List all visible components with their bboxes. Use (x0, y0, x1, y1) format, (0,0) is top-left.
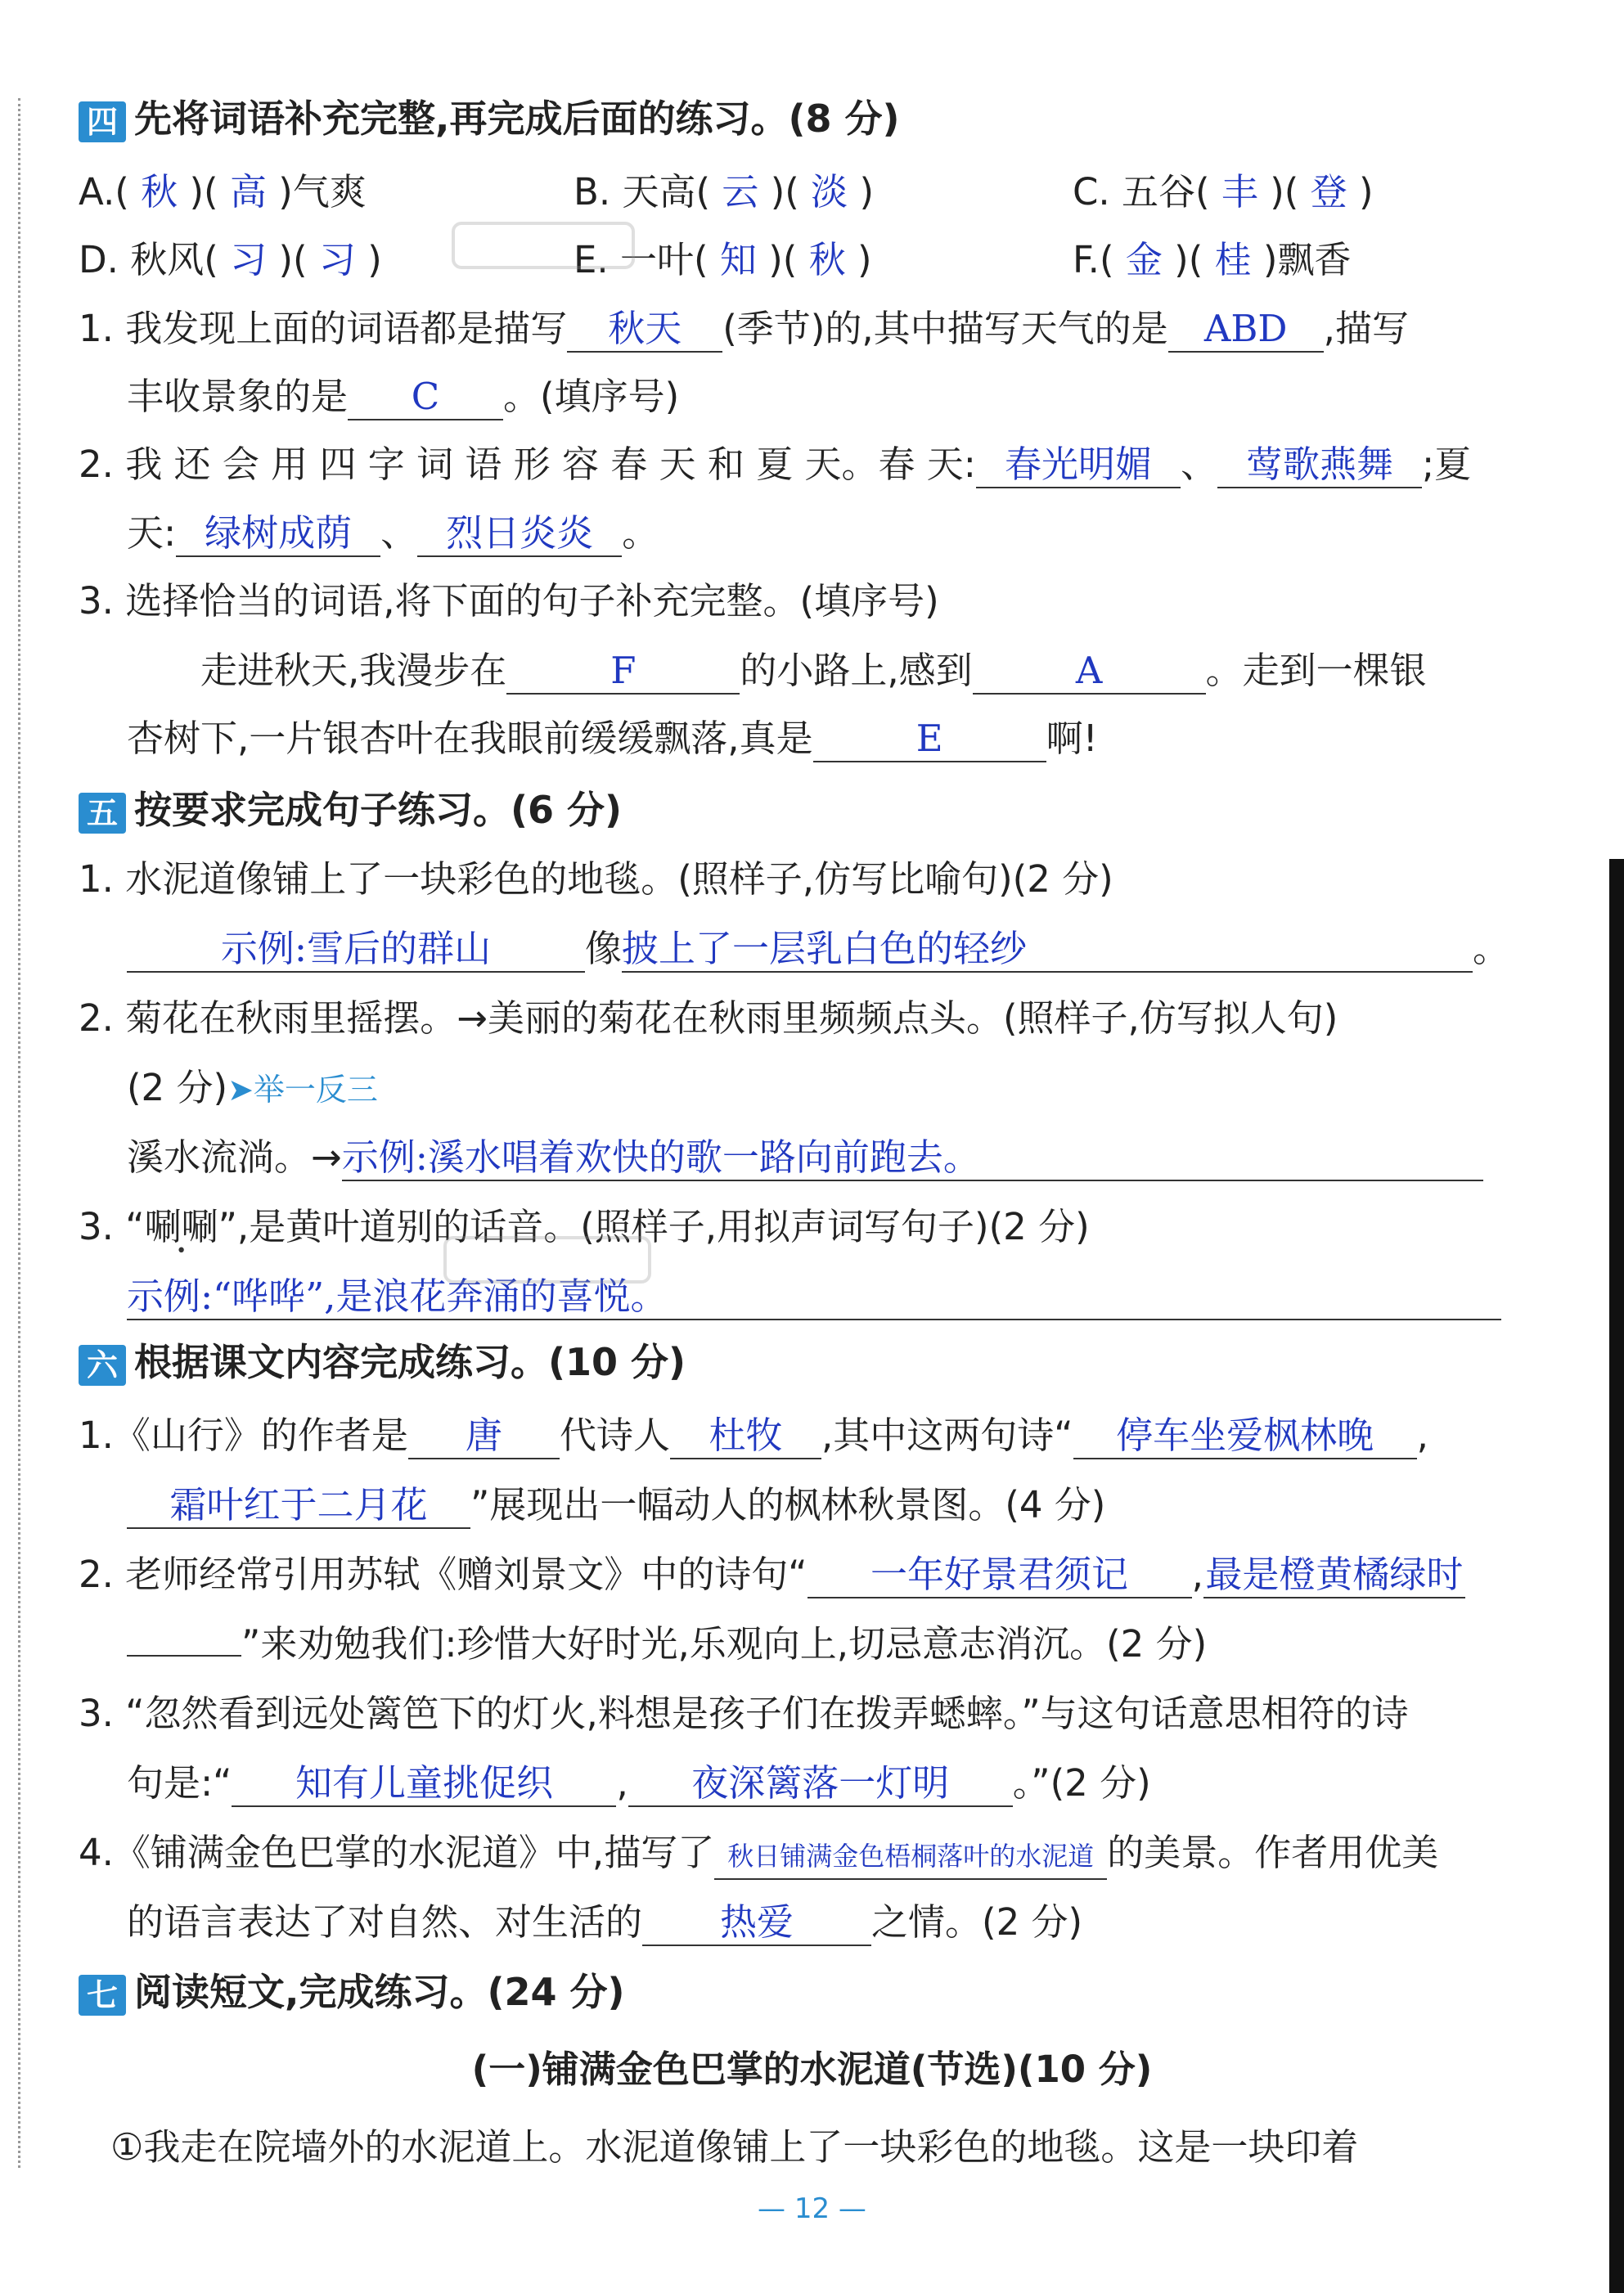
s4-q2-line2: 天: 绿树成荫 、 烈日炎炎 。 (127, 509, 1501, 558)
page-number: — 12 — (758, 2192, 866, 2225)
section-6-heading (79, 1338, 1501, 1387)
section-7-badge: 七 (79, 1975, 126, 2016)
s6-q3-line1: 3. “忽然看到远处篱笆下的灯火,料想是孩子们在拨弄蟋蟀。”与这句话意思相符的诗 (79, 1692, 1409, 1735)
s6-q4-line2: 的语言表达了对自然、对生活的 热爱 之情。(2 分) (127, 1898, 1501, 1947)
s6-q1-answer-dynasty: 唐 (408, 1414, 560, 1459)
s6-q4-answer-2: 热爱 (642, 1900, 871, 1946)
s4-q3-line2: 走进秋天,我漫步在 F 的小路上,感到 A 。走到一棵银 (200, 646, 1501, 695)
reading-paragraph-1: ①我走在院墙外的水泥道上。水泥道像铺上了一块彩色的地毯。这是一块印着 (110, 2125, 1359, 2169)
option-f: F.( 金 )( 桂 )飘香 (1073, 238, 1352, 281)
section-6-title: 根据课文内容完成练习。(10 分) (134, 1340, 686, 1384)
option-e: E. 一叶( 知 )( 秋 ) (574, 238, 872, 281)
section-4-heading (79, 94, 1501, 143)
s5-q1-answer-1: 示例:雪后的群山 (127, 927, 585, 973)
onomatopoeia-word: 唰唰 (144, 1205, 218, 1248)
section-7-title: 阅读短文,完成练习。(24 分) (134, 1970, 625, 2014)
s4-q2-answer-summer-2: 烈日炎炎 (417, 511, 622, 557)
s5-q3-answer: 示例:“哗哗”,是浪花奔涌的喜悦。 (127, 1275, 1501, 1320)
s4-q2-answer-spring-2: 莺歌燕舞 (1217, 443, 1422, 488)
s5-q2-line3: 溪水流淌。→示例:溪水唱着欢快的歌一路向前跑去。 (127, 1133, 1501, 1182)
s6-q4-line1: 4.《铺满金色巴掌的水泥道》中,描写了 秋日铺满金色梧桐落叶的水泥道 的美景。作者用优美 (79, 1828, 1501, 1880)
s5-q1: 1. 水泥道像铺上了一块彩色的地毯。(照样子,仿写比喻句)(2 分) (79, 857, 1113, 901)
s5-q1-answer-2: 披上了一层乳白色的轻纱 (622, 927, 1473, 973)
s6-q4-answer-1: 秋日铺满金色梧桐落叶的水泥道 (714, 1834, 1107, 1880)
s4-q2-line1: 2. 我 还 会 用 四 字 词 语 形 容 春 天 和 夏 天。春 天: 春光明媚 、 莺歌燕舞 ;夏 (79, 440, 1501, 489)
example-hint-tag: ➤举一反三 (227, 1072, 378, 1108)
s5-q3: 3. “唰唰”,是黄叶道别的话音。(照样子,用拟声词写句子)(2 分) (79, 1205, 1090, 1248)
section-5-heading (79, 785, 1501, 834)
s6-q2-answer-1: 一年好景君须记 (808, 1553, 1192, 1598)
s6-q1-answer-line2: 霜叶红于二月花 (127, 1483, 470, 1529)
section-6-badge: 六 (79, 1345, 126, 1386)
option-b: B. 天高( 云 )( 淡 ) (574, 170, 875, 214)
s6-q1-line2: 霜叶红于二月花 ”展现出一幅动人的枫林秋景图。(4 分) (127, 1481, 1501, 1530)
section-4-title: 先将词语补充完整,再完成后面的练习。(8 分) (134, 97, 900, 141)
s4-q1-answer-weather: ABD (1168, 307, 1324, 353)
s6-q1-answer-poet: 杜牧 (670, 1414, 821, 1459)
s4-q3-line3: 杏树下,一片银杏叶在我眼前缓缓飘落,真是 E 啊! (127, 714, 1501, 763)
s4-q3-answer-1: F (506, 649, 740, 695)
s4-q2-answer-spring-1: 春光明媚 (976, 443, 1181, 488)
s6-q3-answer-1: 知有儿童挑促织 (232, 1761, 616, 1807)
s5-q2: 2. 菊花在秋雨里摇摆。→美丽的菊花在秋雨里频频点头。(照样子,仿写拟人句) (79, 996, 1338, 1040)
margin-dotted-line (18, 98, 20, 2168)
s5-q1-answer-line: 示例:雪后的群山 像披上了一层乳白色的轻纱 。 (127, 924, 1501, 973)
s4-q2-answer-summer-1: 绿树成荫 (176, 511, 380, 557)
option-c: C. 五谷( 丰 )( 登 ) (1073, 170, 1374, 214)
s4-q1-line2: 丰收景象的是 C 。(填序号) (127, 372, 1501, 421)
section-5-badge: 五 (79, 793, 126, 834)
s6-q2-line2: ”来劝勉我们:珍惜大好时光,乐观向上,切忌意志消沉。(2 分) (127, 1620, 1501, 1669)
watermark-logo-bottom (442, 1231, 655, 1301)
s6-q3-answer-2: 夜深篱落一灯明 (628, 1761, 1013, 1807)
option-d: D. 秋风( 习 )( 习 ) (79, 238, 382, 281)
s6-q2-answer-2: 最是橙黄橘绿时 (1203, 1553, 1465, 1598)
s4-q3-answer-3: E (813, 717, 1046, 762)
s5-q2-answer: 示例:溪水唱着欢快的歌一路向前跑去。 (342, 1135, 1483, 1181)
section-7-heading (79, 1967, 1501, 2016)
s4-q3-answer-2: A (973, 649, 1206, 695)
s4-q1-line1: 1. 我发现上面的词语都是描写 秋天 (季节)的,其中描写天气的是 ABD ,描写 (79, 304, 1501, 353)
s6-q2-line1: 2. 老师经常引用苏轼《赠刘景文》中的诗句“ 一年好景君须记 ,最是橙黄橘绿时 (79, 1550, 1501, 1599)
s6-q1-line1: 1.《山行》的作者是 唐 代诗人 杜牧 ,其中这两句诗“ 停车坐爱枫林晚 , (79, 1411, 1501, 1460)
s4-q1-answer-season: 秋天 (567, 307, 722, 353)
option-a: A.( 秋 )( 高 )气爽 (79, 170, 367, 214)
s4-q3-line1: 3. 选择恰当的词语,将下面的句子补充完整。(填序号) (79, 579, 939, 623)
s6-q2-blank-continued (127, 1655, 241, 1657)
s6-q3-line2: 句是:“ 知有儿童挑促织 , 夜深篱落一灯明 。”(2 分) (127, 1759, 1501, 1808)
s5-q2-line2: (2 分)➤举一反三 (127, 1066, 378, 1109)
section-5-title: 按要求完成句子练习。(6 分) (134, 788, 623, 832)
section-4-badge: 四 (79, 101, 126, 142)
s5-q3-answer-line (127, 1272, 1501, 1321)
s4-q1-answer-harvest: C (348, 375, 503, 420)
s6-q1-answer-line1: 停车坐爱枫林晚 (1073, 1414, 1417, 1459)
watermark-logo-top (450, 217, 638, 286)
reading-subtitle: (一)铺满金色巴掌的水泥道(节选)(10 分) (471, 2048, 1153, 2091)
